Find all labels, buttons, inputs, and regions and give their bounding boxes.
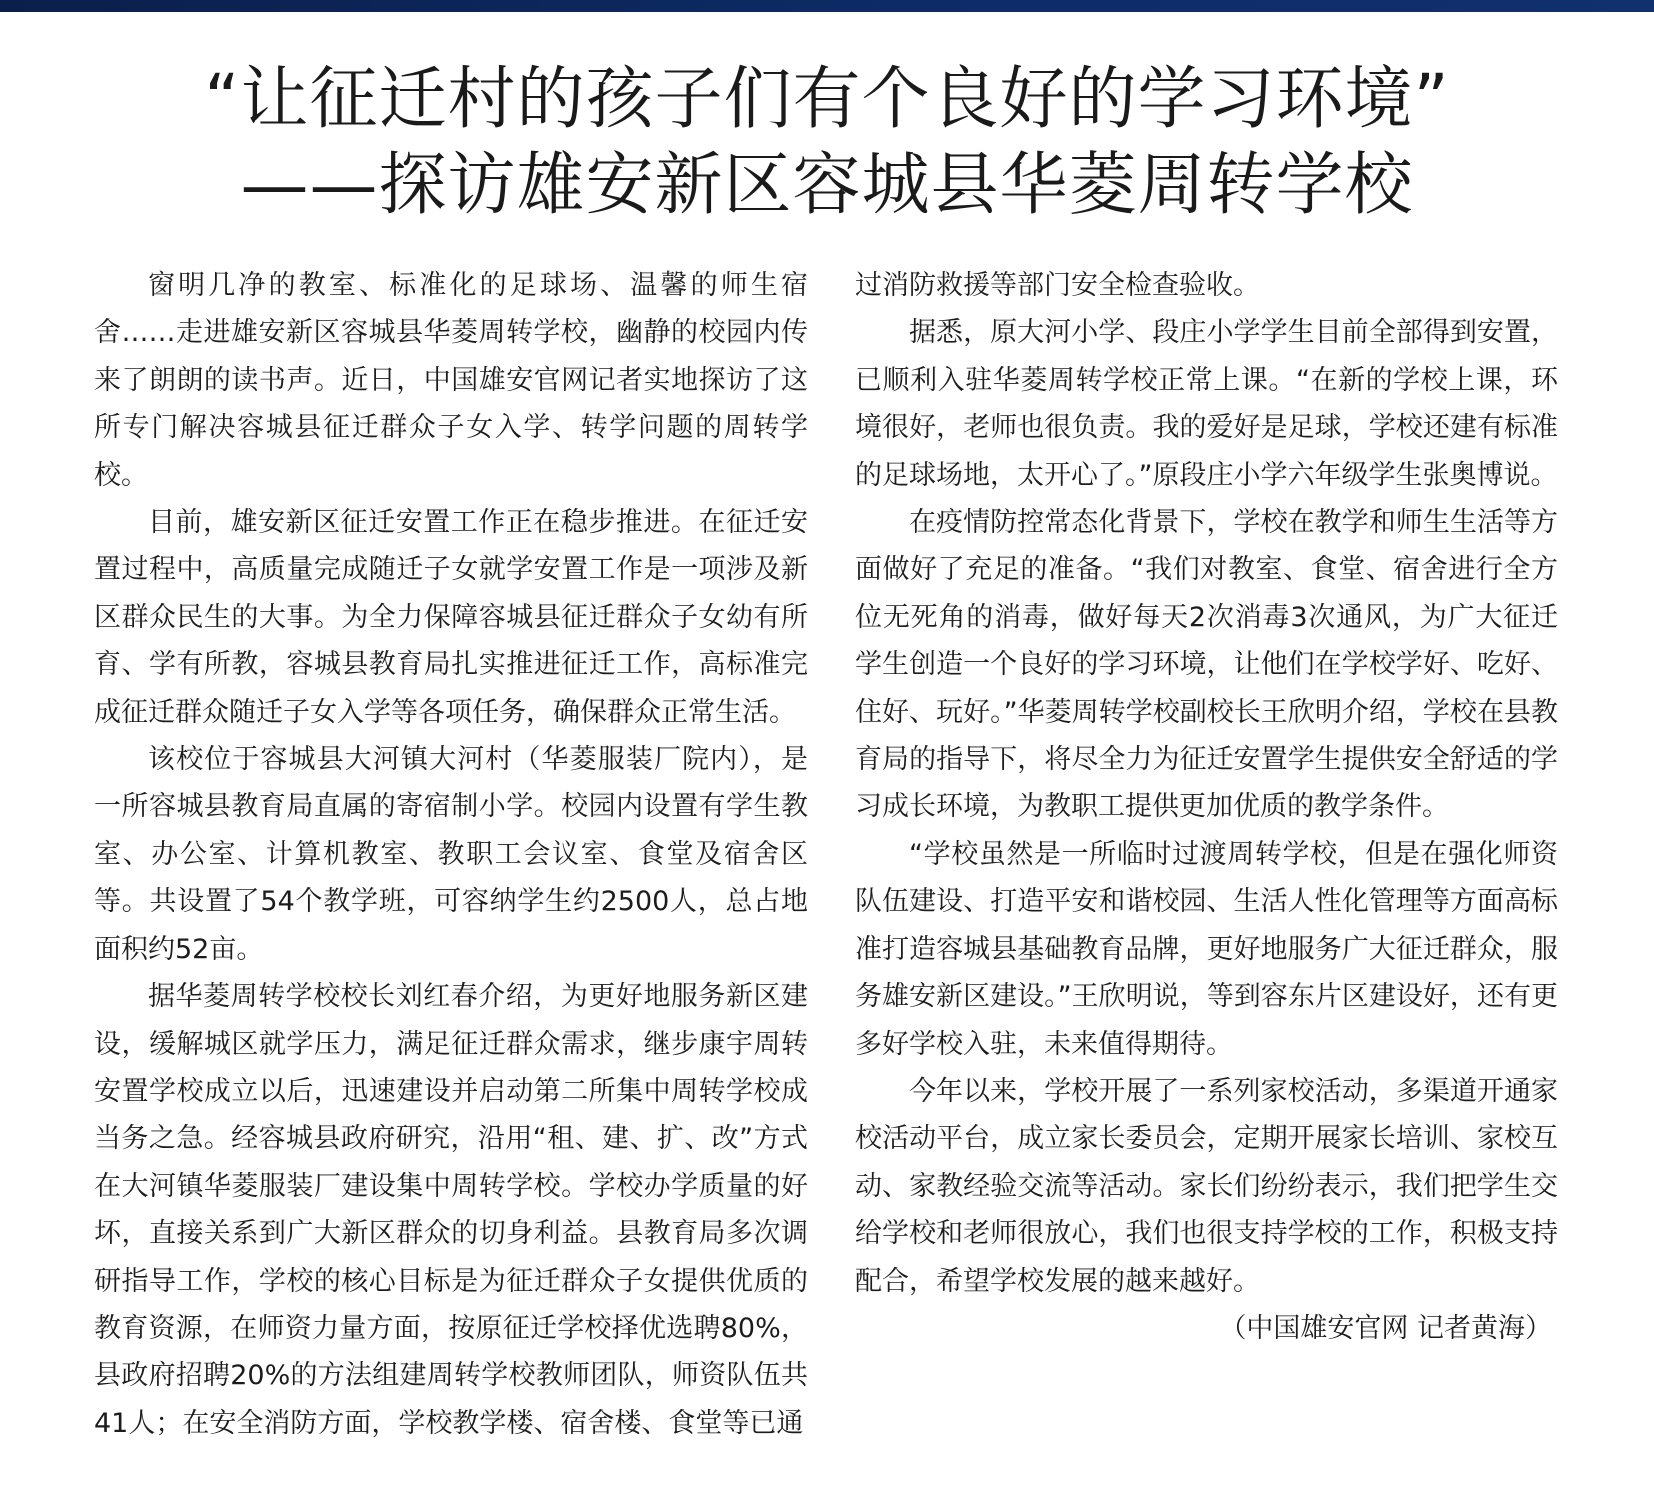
text-column-left — [94, 262, 808, 1447]
paragraph-3: 该校位于容城县大河镇大河村（华菱服装厂院内），是一所容城县教育局直属的寄宿制小学。校园内设置有学生教室、办公室、计算机教室、教职工会议室、食堂及宿舍区等。共设置了54个教学班，可容纳学生约2500人，总占地面积约52亩。 — [94, 744, 808, 965]
article-title: “让征迁村的孩子们有个良好的学习环境” — [204, 60, 1450, 139]
paragraph-4-continued: 过消防救援等部门安全检查验收。 — [855, 270, 1260, 301]
byline: （中国雄安官网 记者黄海） — [1219, 1312, 1552, 1344]
paragraph-5: 据悉，原大河小学、段庄小学学生目前全部得到安置，已顺利入驻华菱周转学校正常上课。“在新的学校上课，环境很好，老师也很负责。我的爱好是足球，学校还建有标准的足球场地，太开心了。”原段庄小学六年级学生张奥博说。 — [855, 317, 1558, 491]
paragraph-2: 目前，雄安新区征迁安置工作正在稳步推进。在征迁安置过程中，高质量完成随迁子女就学安置工作是一项涉及新区群众民生的大事。为全力保障容城县征迁群众子女幼有所育、学有所教，容城县教育局扎实推进征迁工作，高标准完成征迁群众随迁子女入学等各项任务，确保群众正常生活。 — [94, 507, 808, 728]
paragraph-8: 今年以来，学校开展了一系列家校活动，多渠道开通家校活动平台，成立家长委员会，定期开展家长培训、家校互动、家教经验交流等活动。家长们纷纷表示，我们把学生交给学校和老师很放心，我们也很支持学校的工作，积极支持配合，希望学校发展的越来越好。 — [855, 1075, 1558, 1297]
paragraph-1: 窗明几净的教室、标准化的足球场、温馨的师生宿舍……走进雄安新区容城县华菱周转学校，幽静的校园内传来了朗朗的读书声。近日，中国雄安官网记者实地探访了这所专门解决容城县征迁群众子女入学、转学问题的周转学校。 — [94, 270, 808, 491]
text-column-right — [855, 262, 1558, 1352]
paragraph-7: “学校虽然是一所临时过渡周转学校，但是在强化师资队伍建设、打造平安和谐校园、生活人性化管理等方面高标准打造容城县基础教育品牌，更好地服务广大征迁群众，服务雄安新区建设。”王欣明说，等到容东片区建设好，还有更多好学校入驻，未来值得期待。 — [855, 838, 1558, 1060]
paragraph-4: 据华菱周转学校校长刘红春介绍，为更好地服务新区建设，缓解城区就学压力，满足征迁群众需求，继步康宇周转安置学校成立以后，迅速建设并启动第二所集中周转学校成当务之急。经容城县政府研究，沿用“租、建、扩、改”方式在大河镇华菱服装厂建设集中周转学校。学校办学质量的好坏，直接关系到广大新区群众的切身利益。县教育局多次调研指导工作，学校的核心目标是为征迁群众子女提供优质的教育资源，在师资力量方面，按原征迁学校择优选聘80%，县政府招聘20%的方法组建周转学校教师团队，师资队伍共41人；在安全消防方面，学校教学楼、宿舍楼、食堂等已通 — [94, 981, 808, 1439]
top-color-band — [0, 0, 1654, 12]
article-subtitle: ——探访雄安新区容城县华菱周转学校 — [240, 146, 1414, 225]
paragraph-6: 在疫情防控常态化背景下，学校在教学和师生生活等方面做好了充足的准备。“我们对教室、食堂、宿舍进行全方位无死角的消毒，做好每天2次消毒3次通风，为广大征迁学生创造一个良好的学习环境，让他们在学校学好、吃好、住好、玩好。”华菱周转学校副校长王欣明介绍，学校在县教育局的指导下，将尽全力为征迁安置学生提供安全舒适的学习成长环境，为教职工提供更加优质的教学条件。 — [855, 507, 1558, 823]
